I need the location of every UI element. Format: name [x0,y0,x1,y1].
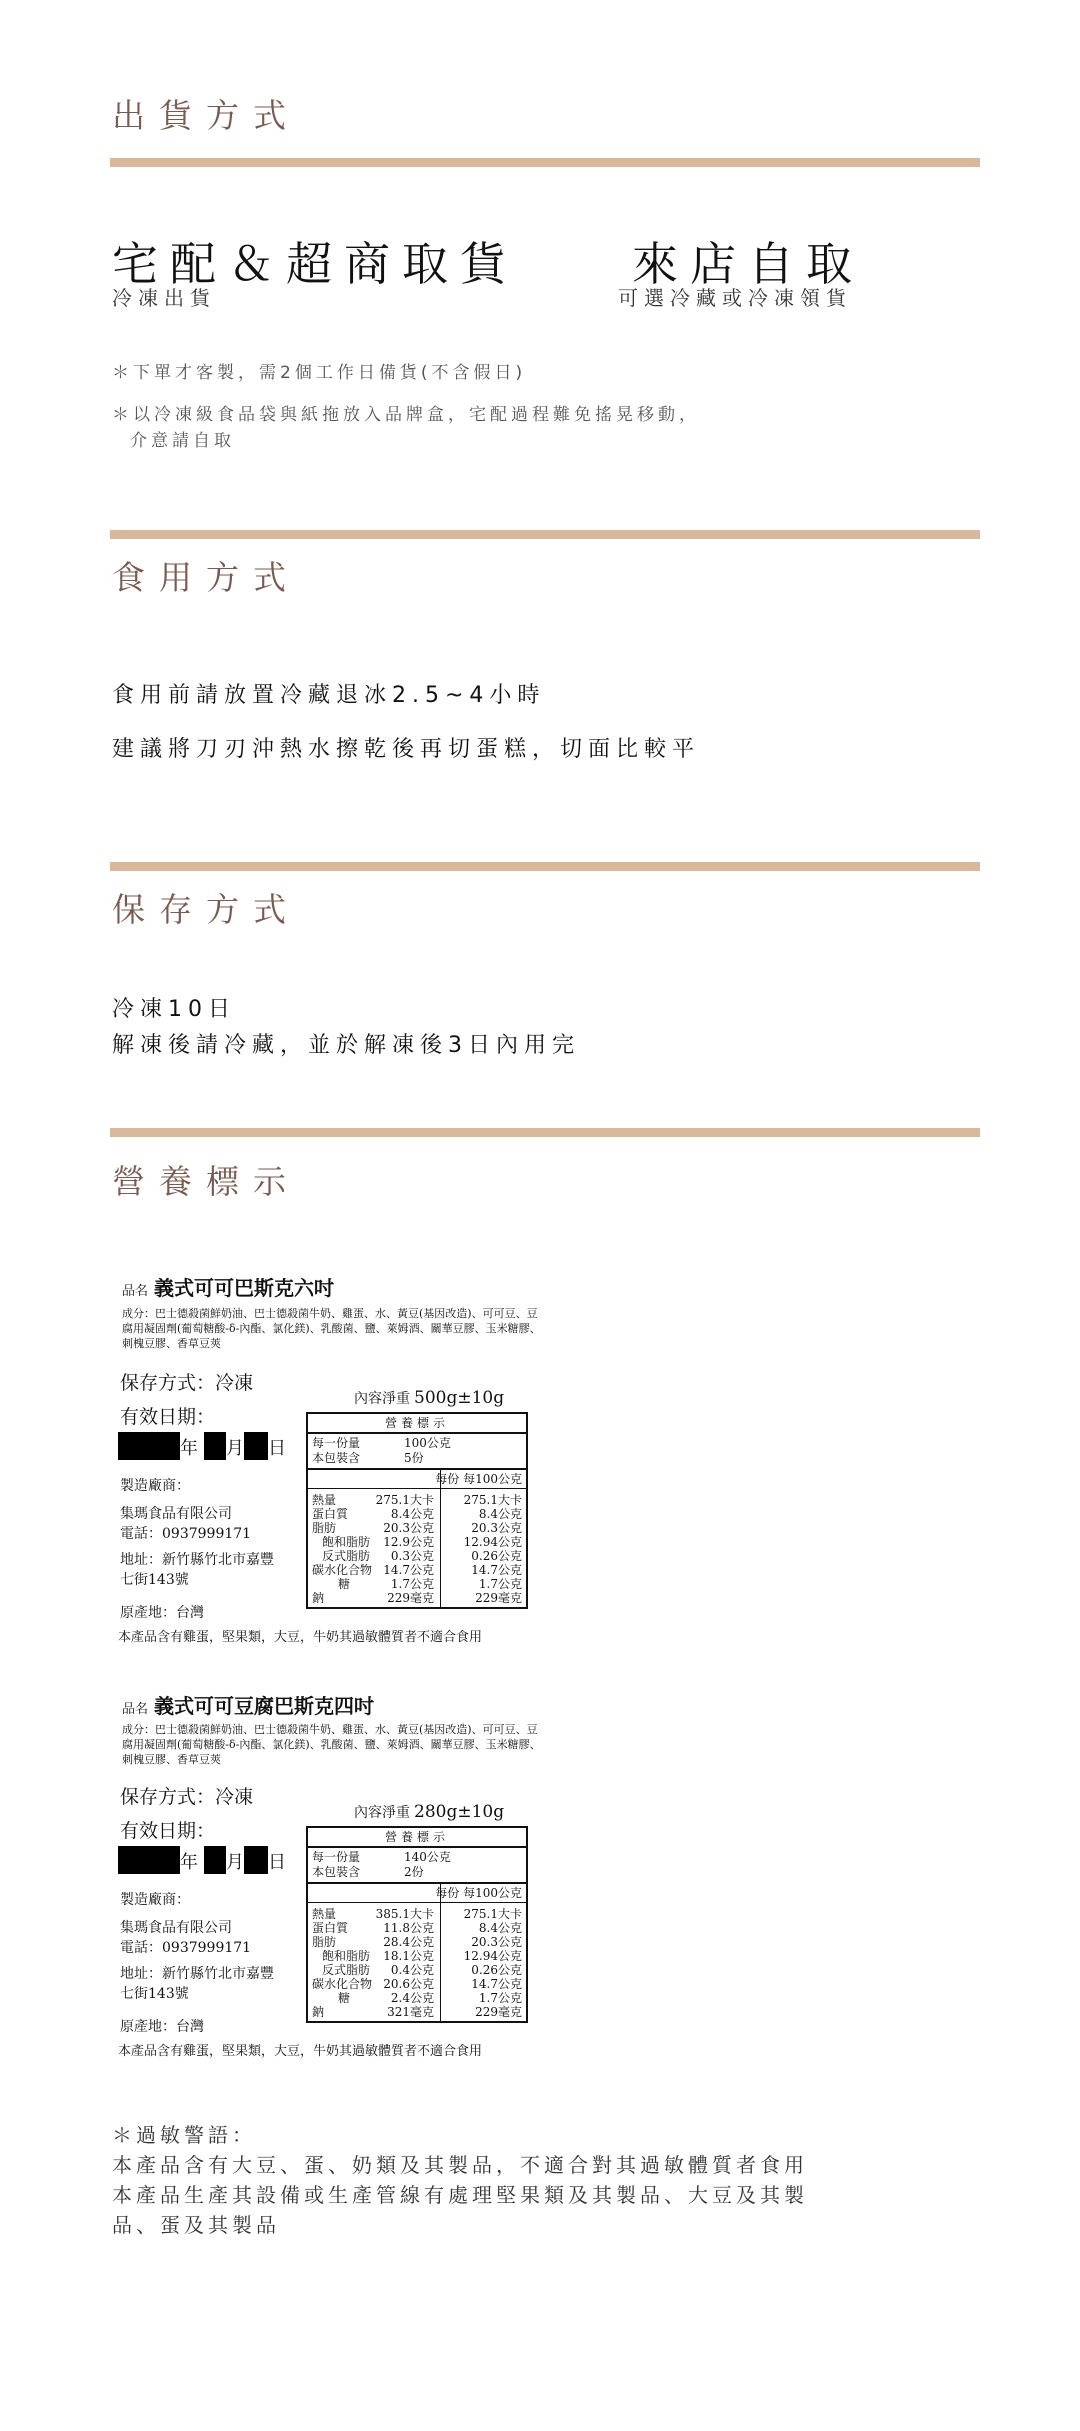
label-ingredients: 成分：巴士德殺菌鮮奶油、巴士德殺菌牛奶、雞蛋、水、黃豆(基因改造)、可可豆、豆腐用凝固劑(葡萄糖酸-δ-內酯、氯化鎂)、乳酸菌、鹽、萊姆酒、關華豆膠、玉米糖膠、刺槐豆膠、香草豆莢 [122,1307,541,1350]
usage-line-2: 建議將刀刃沖熱水擦乾後再切蛋糕，切面比較平 [112,737,701,762]
nutrition-label-2 [108,1690,558,2060]
allergen-warning-line-1: 本產品含有大豆、蛋、奶類及其製品，不適合對其過敏體質者食用 [112,2153,808,2177]
allergen-warning-line-3: 品、蛋及其製品 [112,2213,280,2237]
delivery-subtitle: 冷凍出貨 [112,286,216,310]
allergen-warning [112,2120,808,2240]
label-origin: 原產地：台灣 [120,1605,204,1621]
shipping-note-2-cont: 介意請自取 [130,431,235,451]
label-ingredients: 成分：巴士德殺菌鮮奶油、巴士德殺菌牛奶、雞蛋、水、黃豆(基因改造)、可可豆、豆腐用凝固劑(葡萄糖酸-δ-內酯、氯化鎂)、乳酸菌、鹽、萊姆酒、關華豆膠、玉米糖膠、刺槐豆膠、香草豆莢 [122,1723,541,1766]
nutrition-table-1: 營養標示 每一份量 100公克 本包裝含 5份 每份 每100公克 熱量 275.1大卡 275.1大卡 蛋白質 8.4公克 8.4公克 脂肪 20.3公克 20.3公克 飽和脂肪 12.9公克 12.94公克 反式脂肪 0.3公克 0.26公克 碳水化合物 14.7公克 14.7公克 糖 1.7公克 1.7公克 鈉 229毫克 229毫克 [306,1412,528,1609]
label-allergy: 本產品含有雞蛋，堅果類，大豆，牛奶其過敏體質者不適合食用 [118,1630,483,1645]
nutrition-label-1 [108,1272,558,1647]
section-divider [110,862,980,871]
storage-line-2: 解凍後請冷藏，並於解凍後3日內用完 [112,1033,580,1058]
section-divider [110,158,980,167]
delivery-title: 宅配＆超商取貨 [112,237,518,291]
nutrition-table-2: 營養標示 每一份量 140公克 本包裝含 2份 每份 每100公克 熱量 385.1大卡 275.1大卡 蛋白質 11.8公克 8.4公克 脂肪 28.4公克 20.3公克 飽和脂肪 18.1公克 12.94公克 反式脂肪 0.4公克 0.26公克 碳水化合物 20.6公克 14.7公克 糖 2.4公克 1.7公克 鈉 321毫克 229毫克 [306,1826,528,2023]
storage-line-1: 冷凍10日 [112,997,236,1022]
shipping-section-title: 出貨方式 [112,96,300,135]
redacted-date: 年 月 日 [118,1432,278,1460]
shipping-note-2: ＊以冷凍級食品袋與紙拖放入品牌盒，宅配過程難免搖晃移動， [112,405,700,425]
usage-line-1: 食用前請放置冷藏退冰2.5~4小時 [112,683,546,708]
label-manufacturer: 製造廠商： 集瑪食品有限公司 電話：0937999171 地址：新竹縣竹北市嘉豐 七街143號 [120,1478,274,1588]
nutrition-section-title: 營養標示 [112,1162,300,1201]
allergen-warning-line-2: 本產品生產其設備或生產管線有處理堅果類及其製品、大豆及其製 [112,2183,808,2207]
storage-section-title: 保存方式 [112,890,300,929]
pickup-subtitle: 可選冷藏或冷凍領貨 [618,286,852,310]
label-net-weight: 內容淨重 500g±10g [354,1388,505,1408]
label-storage: 保存方式：冷凍 [120,1372,254,1394]
section-divider [110,530,980,539]
section-divider [110,1128,980,1137]
allergen-warning-title: ＊過敏警語： [112,2123,256,2147]
pickup-title: 來店自取 [632,237,864,291]
label-storage: 保存方式：冷凍 [120,1786,254,1808]
label-expiry: 有效日期： [120,1406,216,1428]
label-net-weight: 內容淨重 280g±10g [354,1802,505,1822]
label-product-name: 品名 義式可可巴斯克六吋 [122,1276,335,1300]
shipping-note-1: ＊下單才客製，需2個工作日備貨(不含假日) [112,363,527,383]
redacted-date: 年 月 日 [118,1846,278,1874]
label-manufacturer: 製造廠商： 集瑪食品有限公司 電話：0937999171 地址：新竹縣竹北市嘉豐 七街143號 [120,1892,274,2002]
usage-section-title: 食用方式 [112,558,300,597]
label-expiry: 有效日期： [120,1820,216,1842]
label-product-name: 品名 義式可可豆腐巴斯克四吋 [122,1694,375,1718]
label-origin: 原產地：台灣 [120,2019,204,2035]
label-allergy: 本產品含有雞蛋，堅果類，大豆，牛奶其過敏體質者不適合食用 [118,2044,483,2059]
